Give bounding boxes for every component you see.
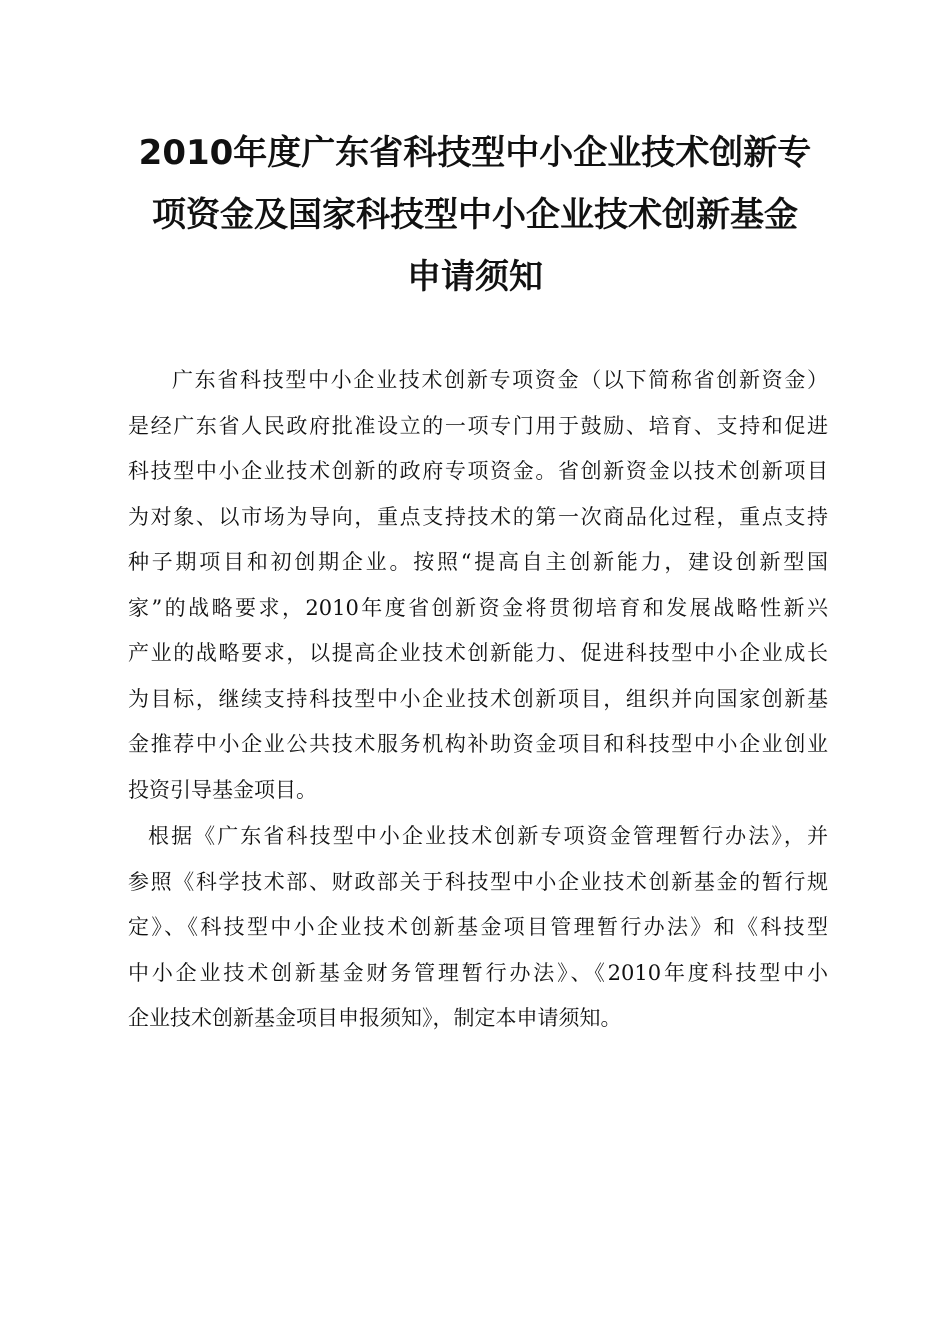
document-title [118,122,832,308]
paragraph-line: 种子期项目和初创期企业。按照“提高自主创新能力，建设创新型国 [128,550,828,574]
paragraph-line: 家”的战略要求，2010年度省创新资金将贯彻培育和发展战略性新兴 [128,595,828,620]
paragraph-basis [128,814,828,1042]
paragraph-line: 是经广东省人民政府批准设立的一项专门用于鼓励、培育、支持和促进 [128,413,828,438]
title-line-1: 2010年度广东省科技型中小企业技术创新专 [138,133,812,173]
paragraph-line: 中小企业技术创新基金财务管理暂行办法》、《2010年度科技型中小 [128,960,828,985]
paragraph-line: 金推荐中小企业公共技术服务机构补助资金项目和科技型中小企业创业 [128,732,828,756]
paragraph-line: 为对象、以市场为导向，重点支持技术的第一次商品化过程，重点支持 [128,504,828,529]
paragraph-line: 产业的战略要求，以提高企业技术创新能力、促进科技型中小企业成长 [128,641,828,665]
paragraph-line: 科技型中小企业技术创新的政府专项资金。省创新资金以技术创新项目 [128,459,828,483]
document-body [128,358,828,1042]
paragraph-line: 参照《科学技术部、财政部关于科技型中小企业技术创新基金的暂行规 [128,869,828,894]
paragraph-line: 企业技术创新基金项目申报须知》，制定本申请须知。 [128,1006,622,1030]
paragraph-line: 广东省科技型中小企业技术创新专项资金（以下简称省创新资金） [172,368,828,392]
title-line-3: 申请须知 [407,257,543,297]
title-line-2: 项资金及国家科技型中小企业技术创新基金 [152,195,798,235]
paragraph-line: 为目标，继续支持科技型中小企业技术创新项目，组织并向国家创新基 [128,686,828,711]
paragraph-intro [128,358,828,813]
paragraph-line: 根据《广东省科技型中小企业技术创新专项资金管理暂行办法》，并 [148,824,828,848]
paragraph-line: 投资引导基金项目。 [128,777,317,802]
paragraph-line: 定》、《科技型中小企业技术创新基金项目管理暂行办法》和《科技型 [128,915,828,939]
